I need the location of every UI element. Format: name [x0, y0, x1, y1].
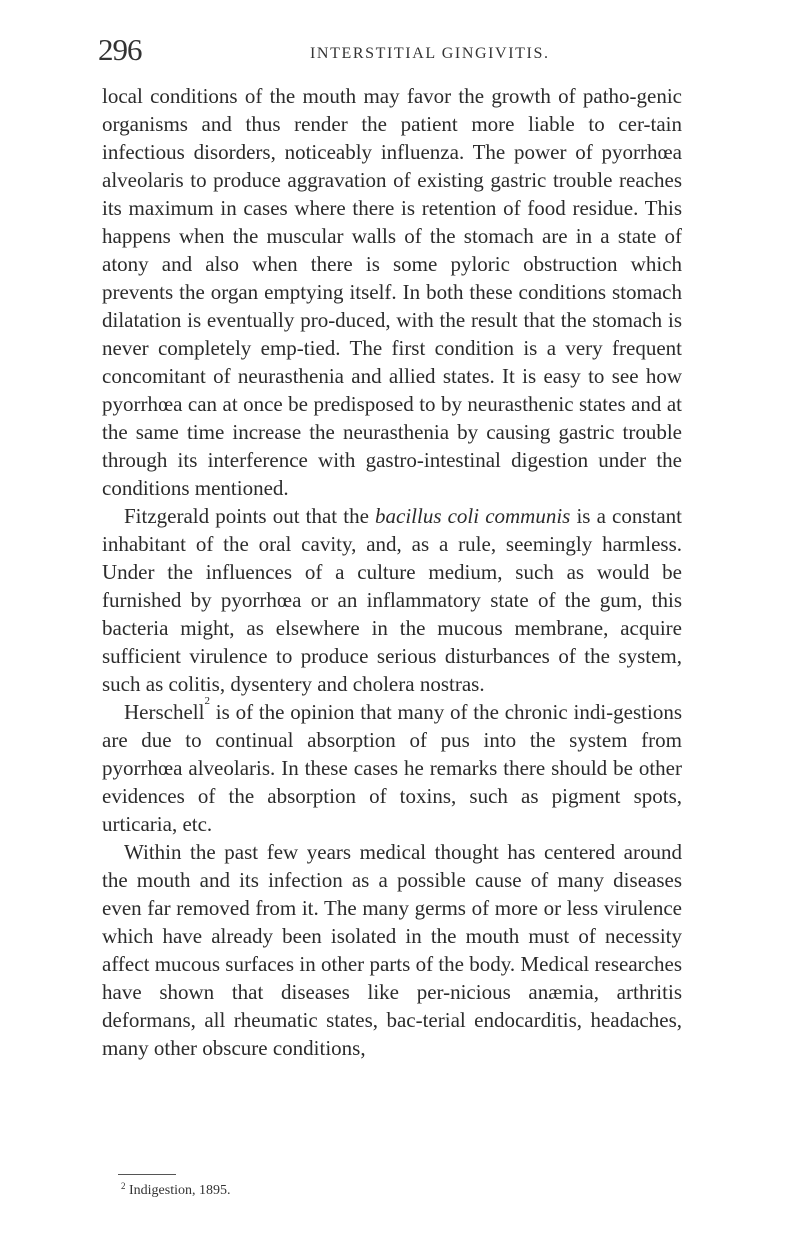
body-text [102, 82, 682, 1062]
paragraph-3 [102, 695, 682, 838]
running-title: INTERSTITIAL GINGIVITIS. [310, 45, 550, 62]
footnote-text: Indigestion, 1895. [129, 1183, 231, 1198]
paragraph-1: local conditions of the mouth may favor the growth of patho-genic organisms and thus render the patient more liable to cer-tain infectious disorders, noticeably influenza. The power of pyorrhœa alveolaris to produce aggravation of existing gastric trouble reaches its maximum in cases where there is retention of food residue. This happens when the muscular walls of the stomach are in a state of atony and also when there is some pyloric obstruction which prevents the organ emptying itself. In both these conditions stomach dilatation is eventually pro-duced, with the result that the stomach is never completely emp-tied. The first condition is a very frequent concomitant of neurasthenia and allied states. It is easy to see how pyorrhœa can at once be predisposed to by neurasthenic states and at the same time increase the neurasthenia by causing gastric trouble through its interference with gastro-intestinal digestion under the conditions mentioned. [102, 84, 682, 500]
footnote-reference: 2 [204, 695, 210, 707]
footnote-marker: 2 [121, 1181, 126, 1191]
footnote [121, 1182, 231, 1200]
paragraph-3-rest: is of the opinion that many of the chronic indi-gestions are due to continual absorption of pus into the system from pyorrhœa alveolaris. In these cases he remarks there should be other evidences of the absorption of toxins, such as pigment spots, urticaria, etc. [102, 700, 682, 836]
footnote-divider [118, 1174, 176, 1175]
paragraph-2 [102, 502, 682, 698]
paragraph-2-lead: Fitzgerald points out that the [124, 504, 375, 528]
species-name: bacillus coli communis [375, 504, 571, 528]
paragraph-4: Within the past few years medical thought has centered around the mouth and its infection as a possible cause of many diseases even far removed from it. The many germs of more or less virulence which have already been isolated in the mouth must of necessity affect mucous surfaces in other parts of the body. Medical researches have shown that diseases like per-nicious anæmia, arthritis deformans, all rheumatic states, bac-terial endocarditis, headaches, many other obscure conditions, [102, 840, 682, 1060]
running-head [98, 32, 682, 68]
paragraph-3-lead: Herschell [124, 700, 205, 724]
page-number: 296 [98, 32, 142, 67]
paragraph-2-rest: is a constant inhabitant of the oral cavity, and, as a rule, seemingly harmless. Under the influences of a culture medium, such as would be furnished by pyorrhœa or an inflammatory state of the gum, this bacteria might, as elsewhere in the mucous membrane, acquire sufficient virulence to produce serious disturbances of the system, such as colitis, dysentery and cholera nostras. [102, 504, 682, 696]
